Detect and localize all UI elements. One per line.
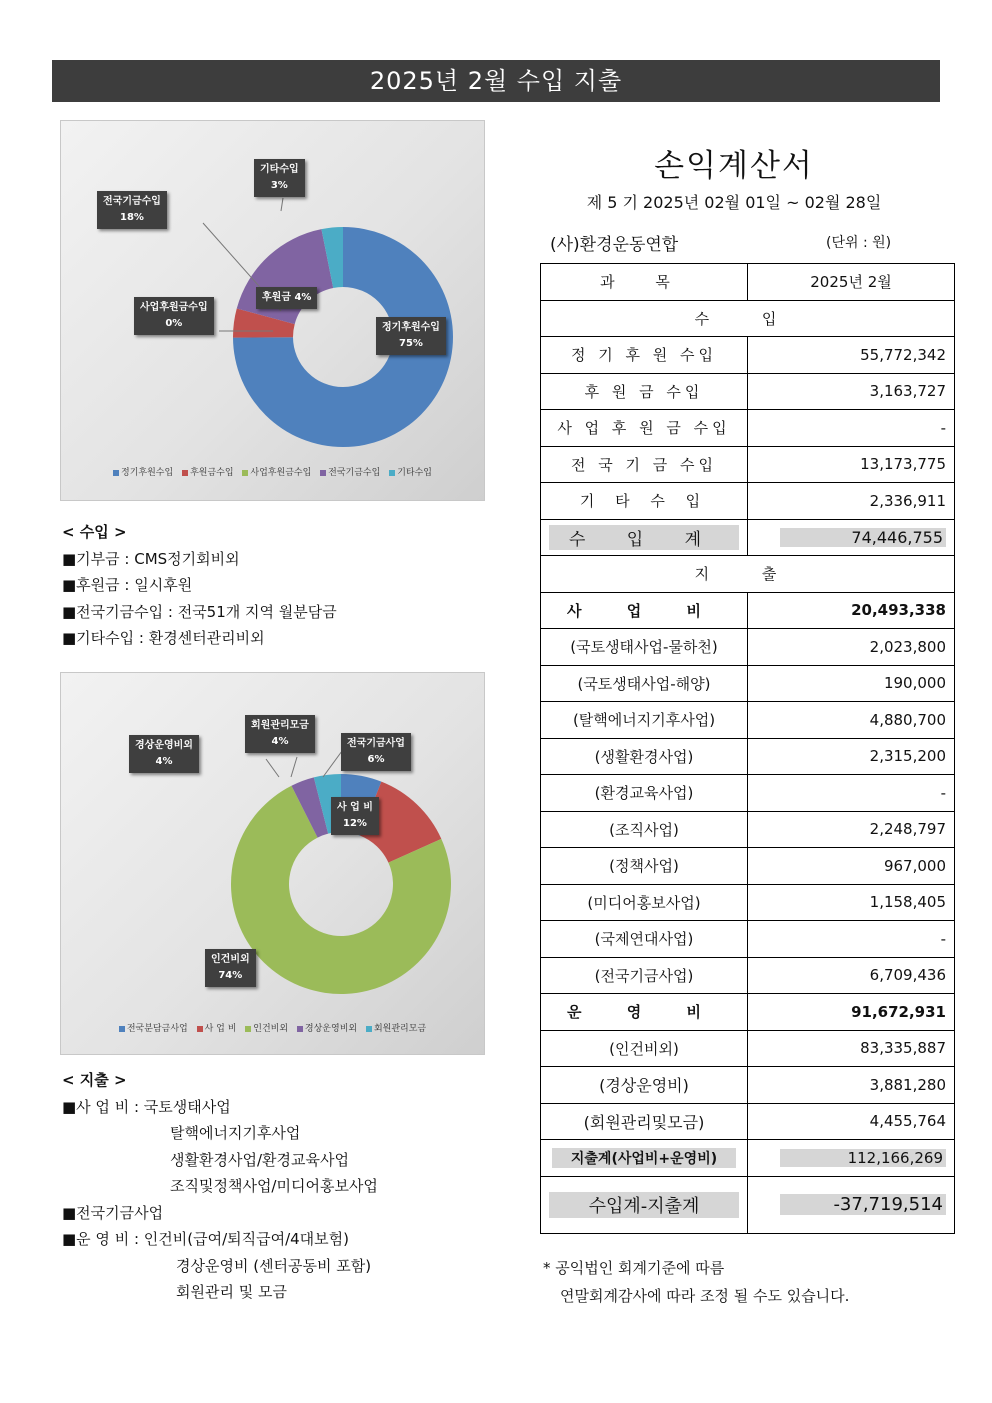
income-total-label: 수 입 계: [541, 519, 748, 556]
section-row: [541, 556, 955, 593]
income-total-row: [541, 519, 955, 556]
income-notes: [62, 519, 337, 652]
callout-operating-expense: 경상운영비외 4%: [129, 735, 199, 773]
row-label: (탈핵에너지기후사업): [541, 702, 748, 739]
row-value: 91,672,931: [748, 994, 955, 1031]
net-value: -37,719,514: [748, 1176, 955, 1233]
legend-item: 회원관리모금: [366, 1024, 426, 1034]
row-value: 2,336,911: [748, 483, 955, 520]
row-value: 13,173,775: [748, 446, 955, 483]
operating-total-row: [541, 994, 955, 1031]
income-total-value: 74,446,755: [748, 519, 955, 556]
row-value: 20,493,338: [748, 592, 955, 629]
unit-label: (단위 : 원): [826, 235, 892, 251]
row-value: -: [748, 410, 955, 447]
callout-project-expense: 사 업 비 12%: [331, 797, 379, 835]
income-legend: [61, 465, 484, 478]
callout-member-expense: 회원관리모금 4%: [245, 715, 315, 753]
col-period: 2025년 2월: [748, 264, 955, 301]
expense-note-line: ■전국기금사업: [62, 1203, 164, 1222]
row-label: (환경교육사업): [541, 775, 748, 812]
legend-item: 후원금수입: [182, 468, 233, 478]
income-note-line: ■후원금 : 일시후원: [62, 576, 193, 594]
legend-item: 사업후원금수입: [242, 468, 311, 478]
row-value: -: [748, 921, 955, 958]
row-label: (전국기금사업): [541, 957, 748, 994]
row-value: 4,880,700: [748, 702, 955, 739]
row-label: (조직사업): [541, 811, 748, 848]
callout-other-income: 기타수입 3%: [254, 159, 305, 197]
expense-note-line: 생활환경사업/환경교육사업: [170, 1150, 349, 1169]
expense-section-header: 지 출: [541, 556, 955, 593]
row-label: (회원관리및모금): [541, 1103, 748, 1140]
expense-legend: [61, 1021, 484, 1034]
table-row: [541, 337, 955, 374]
table-row: [541, 1030, 955, 1067]
row-value: 83,335,887: [748, 1030, 955, 1067]
table-row: [541, 884, 955, 921]
callout-national-fund-expense: 전국기금사업 6%: [341, 733, 411, 771]
callout-donation-income: 후원금 4%: [256, 287, 317, 309]
page-title: 2025년 2월 수입 지출: [52, 60, 940, 102]
project-total-row: [541, 592, 955, 629]
row-label: (정책사업): [541, 848, 748, 885]
table-row: [541, 1067, 955, 1104]
col-subject: 과 목: [541, 264, 748, 301]
row-label: (미디어홍보사업): [541, 884, 748, 921]
row-value: 3,881,280: [748, 1067, 955, 1104]
table-row: [541, 665, 955, 702]
expense-note-line: ■운 영 비 : 인건비(급여/퇴직급여/4대보험): [62, 1230, 350, 1248]
legend-item: 사 업 비: [197, 1024, 237, 1034]
income-note-line: ■기부금 : CMS정기회비외: [62, 549, 240, 568]
table-header-row: [541, 264, 955, 301]
row-label: (국제연대사업): [541, 921, 748, 958]
row-value: -: [748, 775, 955, 812]
row-value: 6,709,436: [748, 957, 955, 994]
row-label: 전 국 기 금 수입: [541, 446, 748, 483]
table-row: [541, 702, 955, 739]
section-row: [541, 300, 955, 337]
legend-item: 전국분담금사업: [119, 1024, 188, 1034]
legend-item: 경상운영비외: [297, 1024, 357, 1034]
leader-line: [291, 757, 297, 777]
table-row: [541, 921, 955, 958]
row-value: 4,455,764: [748, 1103, 955, 1140]
row-label: 사 업 비: [541, 592, 748, 629]
row-label: 정 기 후 원 수입: [541, 337, 748, 374]
row-label: 기 타 수 입: [541, 483, 748, 520]
income-note-line: ■기타수입 : 환경센터관리비외: [62, 629, 265, 647]
row-value: 190,000: [748, 665, 955, 702]
net-row: [541, 1176, 955, 1233]
income-statement-table: [540, 263, 955, 1234]
table-row: [541, 957, 955, 994]
income-note-line: ■전국기금수입 : 전국51개 지역 월분담금: [62, 602, 337, 621]
row-value: 55,772,342: [748, 337, 955, 374]
expense-notes: [62, 1067, 378, 1306]
income-section-header: 수 입: [541, 300, 955, 337]
footnote: [543, 1254, 849, 1310]
row-label: 운 영 비: [541, 994, 748, 1031]
table-row: [541, 738, 955, 775]
net-label: 수입계-지출계: [541, 1176, 748, 1233]
callout-personnel-expense: 인건비외 74%: [205, 949, 256, 987]
row-label: (경상운영비): [541, 1067, 748, 1104]
income-notes-header: < 수입 >: [62, 523, 127, 541]
table-row: [541, 373, 955, 410]
row-label: (국토생태사업-물하천): [541, 629, 748, 666]
legend-item: 인건비외: [245, 1024, 288, 1034]
leader-line: [281, 198, 283, 211]
report-title: 손익계산서: [654, 148, 814, 184]
callout-regular-income: 정기후원수입 75%: [376, 317, 446, 355]
table-row: [541, 848, 955, 885]
footnote-line: * 공익법인 회계기준에 따름: [543, 1259, 725, 1277]
table-row: [541, 446, 955, 483]
table-row: [541, 811, 955, 848]
table-row: [541, 483, 955, 520]
expense-note-line: ■사 업 비 : 국토생태사업: [62, 1097, 231, 1116]
expense-notes-header: < 지출 >: [62, 1071, 127, 1089]
org-name: (사)환경운동연합: [550, 235, 679, 255]
legend-item: 정기후원수입: [113, 468, 173, 478]
income-chart: [60, 120, 485, 501]
leader-line: [266, 759, 279, 777]
expense-total-row: [541, 1140, 955, 1177]
row-value: 967,000: [748, 848, 955, 885]
table-row: [541, 775, 955, 812]
row-label: 후 원 금 수입: [541, 373, 748, 410]
row-label: (생활환경사업): [541, 738, 748, 775]
legend-item: 전국기금수입: [320, 468, 380, 478]
expense-total-label: 지출계(사업비+운영비): [541, 1140, 748, 1177]
report-period: 제 5 기 2025년 02월 01일 ~ 02월 28일: [586, 193, 882, 212]
row-value: 2,315,200: [748, 738, 955, 775]
footnote-line: 연말회계감사에 따라 조정 될 수도 있습니다.: [560, 1287, 850, 1305]
donut-slice-3: [237, 229, 333, 324]
expense-note-line: 탈핵에너지기후사업: [170, 1124, 301, 1142]
row-value: 1,158,405: [748, 884, 955, 921]
expense-note-line: 조직및정책사업/미디어홍보사업: [170, 1177, 378, 1195]
row-label: (인건비외): [541, 1030, 748, 1067]
row-label: (국토생태사업-해양): [541, 665, 748, 702]
expense-total-value: 112,166,269: [748, 1140, 955, 1177]
callout-national-income: 전국기금수입 18%: [97, 191, 167, 229]
row-value: 3,163,727: [748, 373, 955, 410]
legend-item: 기타수입: [389, 468, 432, 478]
table-row: [541, 410, 955, 447]
leader-line: [323, 751, 342, 777]
expense-note-line: 회원관리 및 모금: [176, 1283, 287, 1301]
row-value: 2,023,800: [748, 629, 955, 666]
expense-chart: [60, 672, 485, 1055]
table-row: [541, 629, 955, 666]
row-value: 2,248,797: [748, 811, 955, 848]
row-label: 사 업 후 원 금 수입: [541, 410, 748, 447]
callout-project-income: 사업후원금수입 0%: [134, 297, 214, 335]
expense-note-line: 경상운영비 (센터공동비 포함): [176, 1256, 372, 1275]
table-row: [541, 1103, 955, 1140]
